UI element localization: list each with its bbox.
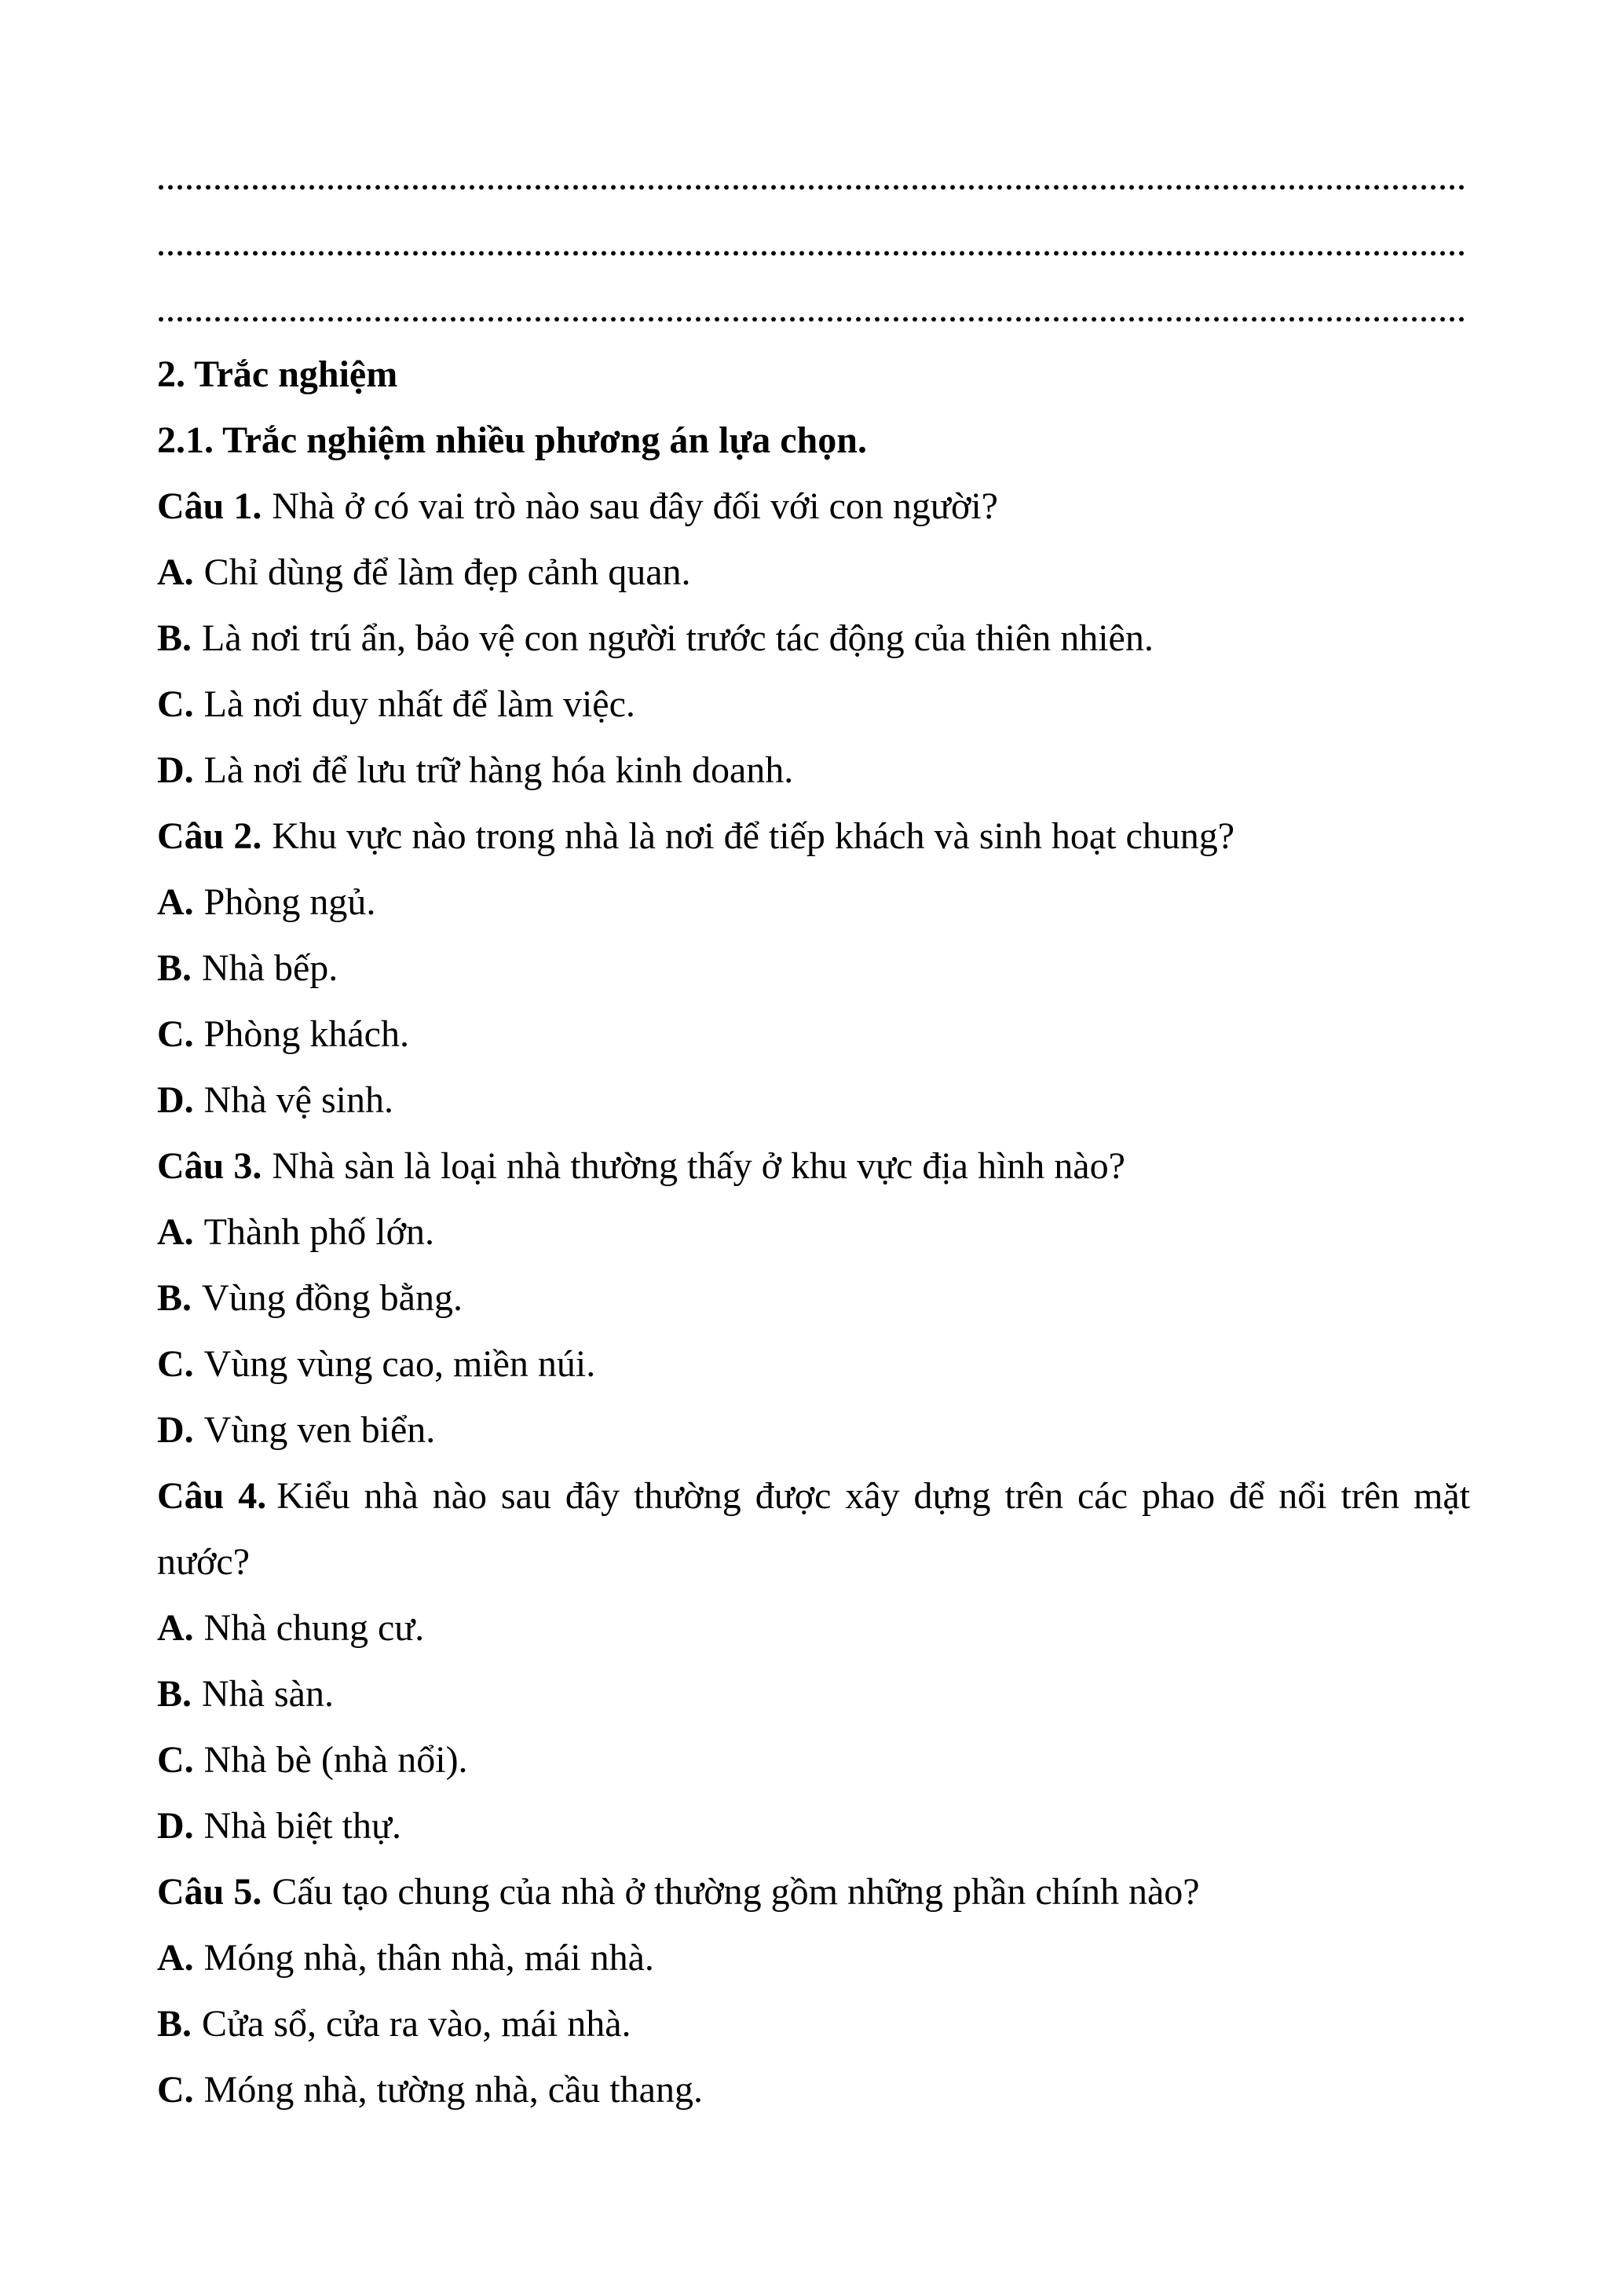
option-text: Vùng ven biển. <box>203 1409 436 1451</box>
option-label: A. <box>157 551 194 593</box>
option-label: B. <box>157 1277 192 1319</box>
option-line <box>157 2057 1470 2123</box>
option-label: D. <box>157 1079 194 1121</box>
option-line <box>157 1002 1470 1067</box>
question-block-1 <box>157 474 1470 804</box>
option-text: Nhà sàn. <box>202 1673 334 1715</box>
option-text: Thành phố lớn. <box>203 1211 435 1253</box>
option-line <box>157 1661 1470 1727</box>
option-label: B. <box>157 947 192 989</box>
option-label: D. <box>157 1409 194 1451</box>
option-label: A. <box>157 1211 194 1253</box>
option-text: Vùng vùng cao, miền núi. <box>203 1343 596 1385</box>
question-text: Cấu tạo chung của nhà ở thường gồm những phần chính nào? <box>272 1871 1200 1913</box>
option-line <box>157 1727 1470 1793</box>
option-line <box>157 1925 1470 1991</box>
question-text: Khu vực nào trong nhà là nơi để tiếp khách và sinh hoạt chung? <box>272 815 1235 857</box>
answer-blank-line <box>157 144 1470 210</box>
question-line <box>157 804 1470 870</box>
option-line <box>157 1067 1470 1133</box>
option-text: Nhà bếp. <box>202 947 338 989</box>
question-text: Kiểu nhà nào sau đây thường được xây dựng trên các phao để nổi trên mặt <box>276 1475 1470 1517</box>
option-label: C. <box>157 683 194 725</box>
question-label: Câu 5. <box>157 1871 262 1913</box>
question-label: Câu 1. <box>157 485 262 527</box>
option-text: Vùng đồng bằng. <box>202 1277 463 1319</box>
subsection-heading: 2.1. Trắc nghiệm nhiều phương án lựa chọn. <box>157 419 867 461</box>
option-line <box>157 1331 1470 1397</box>
section-heading: 2. Trắc nghiệm <box>157 353 398 395</box>
option-line <box>157 870 1470 936</box>
option-text: Cửa sổ, cửa ra vào, mái nhà. <box>202 2003 631 2045</box>
question-line <box>157 474 1470 540</box>
option-text: Móng nhà, tường nhà, cầu thang. <box>203 2069 703 2111</box>
question-text: Nhà sàn là loại nhà thường thấy ở khu vực địa hình nào? <box>272 1145 1125 1187</box>
option-label: B. <box>157 617 192 659</box>
question-label: Câu 3. <box>157 1145 262 1187</box>
option-text: Phòng ngủ. <box>203 881 376 923</box>
option-line <box>157 606 1470 672</box>
question-text: nước? <box>157 1541 251 1583</box>
question-line <box>157 1133 1470 1199</box>
option-line <box>157 738 1470 804</box>
option-text: Là nơi duy nhất để làm việc. <box>203 683 635 725</box>
option-text: Chỉ dùng để làm đẹp cảnh quan. <box>203 551 691 593</box>
option-text: Phòng khách. <box>203 1013 409 1055</box>
question-label: Câu 2. <box>157 815 262 857</box>
option-line <box>157 540 1470 606</box>
option-text: Nhà vệ sinh. <box>203 1079 393 1121</box>
option-text: Nhà chung cư. <box>203 1607 425 1649</box>
option-line <box>157 1397 1470 1463</box>
question-line-continuation <box>157 1529 1470 1595</box>
option-text: Móng nhà, thân nhà, mái nhà. <box>203 1937 654 1979</box>
option-text: Là nơi để lưu trữ hàng hóa kinh doanh. <box>203 749 794 791</box>
option-line <box>157 1199 1470 1265</box>
option-label: B. <box>157 2003 192 2045</box>
document-content <box>157 144 1470 2123</box>
question-line <box>157 1859 1470 1925</box>
option-text: Nhà biệt thự. <box>203 1805 401 1847</box>
option-line <box>157 936 1470 1002</box>
question-text: Nhà ở có vai trò nào sau đây đối với con người? <box>272 485 998 527</box>
option-line <box>157 672 1470 738</box>
option-label: A. <box>157 881 194 923</box>
option-label: B. <box>157 1673 192 1715</box>
question-block-4 <box>157 1463 1470 1859</box>
option-line <box>157 1595 1470 1661</box>
answer-blank-line <box>157 210 1470 276</box>
option-line <box>157 1991 1470 2057</box>
option-label: C. <box>157 1739 194 1781</box>
option-line <box>157 1265 1470 1331</box>
option-label: A. <box>157 1607 194 1649</box>
option-label: D. <box>157 1805 194 1847</box>
question-label: Câu 4. <box>157 1475 267 1517</box>
option-label: D. <box>157 749 194 791</box>
option-label: A. <box>157 1937 194 1979</box>
question-line <box>157 1463 1470 1529</box>
option-label: C. <box>157 1013 194 1055</box>
option-text: Nhà bè (nhà nổi). <box>203 1739 468 1781</box>
question-block-5 <box>157 1859 1470 2123</box>
option-text: Là nơi trú ẩn, bảo vệ con người trước tác động của thiên nhiên. <box>202 617 1154 659</box>
option-label: C. <box>157 2069 194 2111</box>
question-block-3 <box>157 1133 1470 1463</box>
answer-blank-line <box>157 276 1470 342</box>
option-line <box>157 1793 1470 1859</box>
option-label: C. <box>157 1343 194 1385</box>
question-block-2 <box>157 804 1470 1133</box>
